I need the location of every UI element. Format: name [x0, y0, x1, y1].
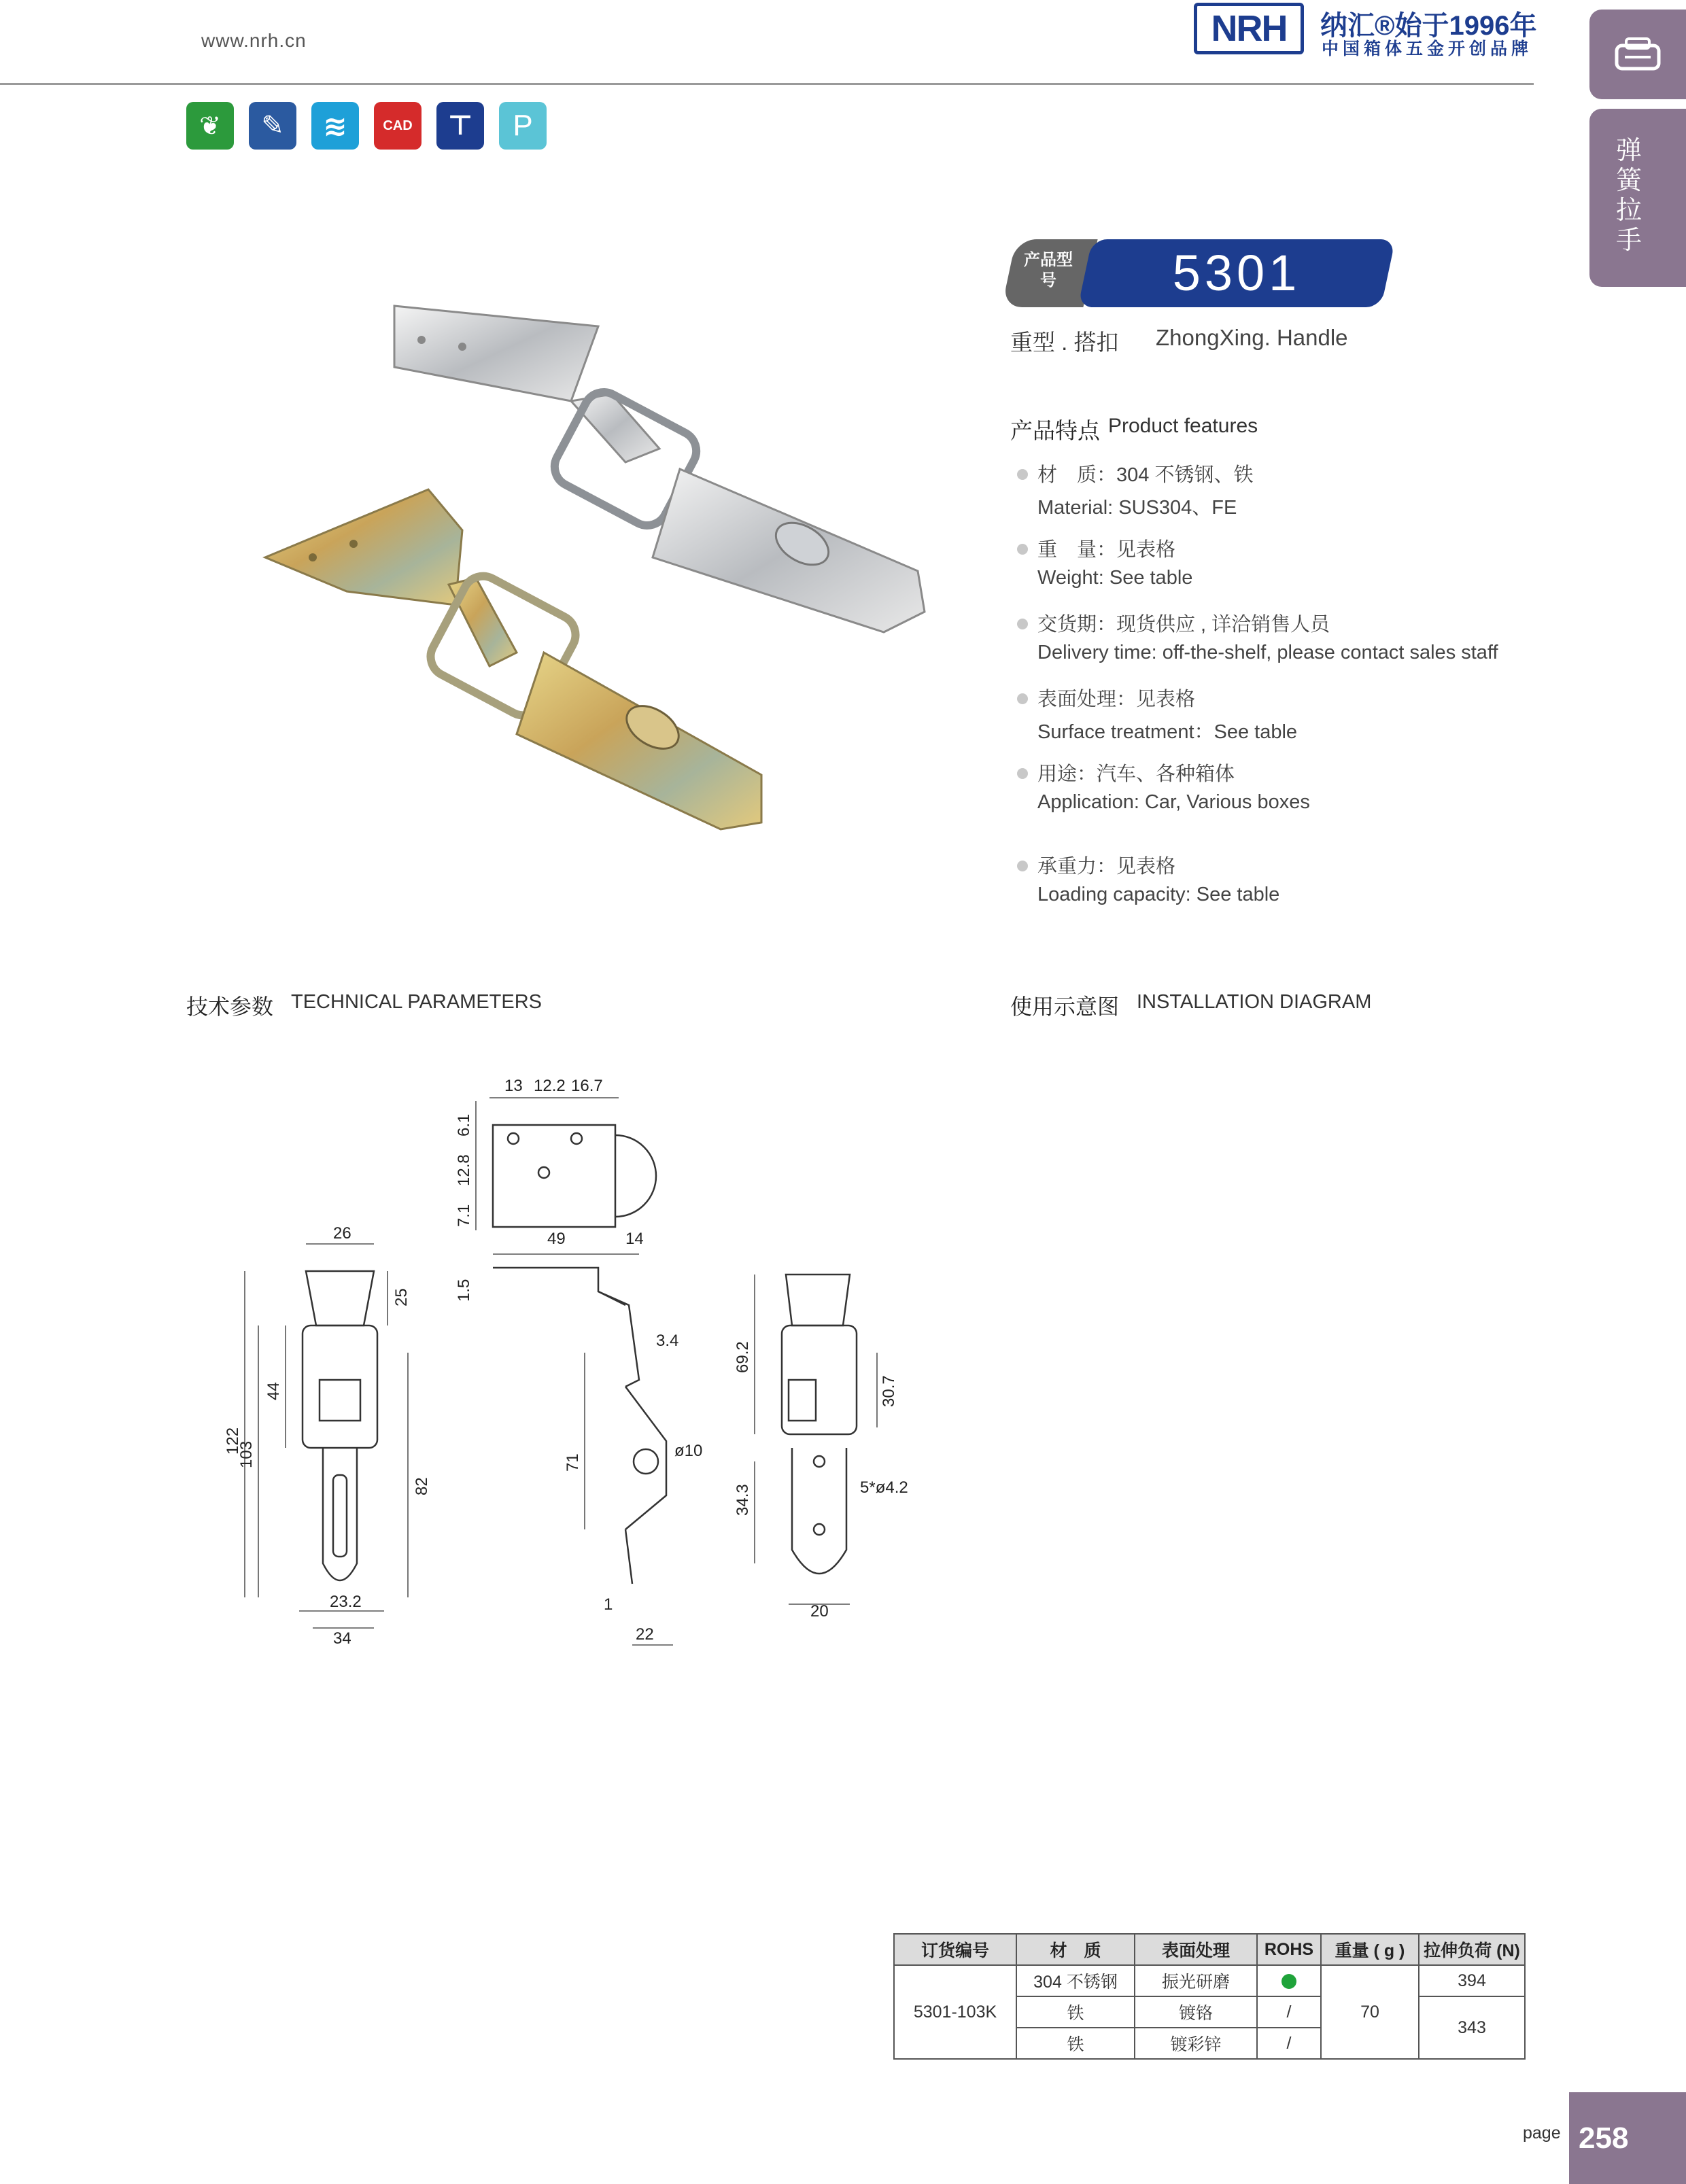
dim-front-44: 44	[264, 1382, 283, 1400]
eco-leaf-icon: ❦	[186, 102, 234, 150]
dim-front-23-2: 23.2	[330, 1593, 362, 1611]
cell-order-no: 5301-103K	[894, 1965, 1016, 2059]
cell-material: 304 不锈钢	[1016, 1965, 1135, 1996]
spec-table	[893, 1933, 1526, 2060]
dim-back-34-3: 34.3	[734, 1484, 752, 1516]
model-tag-label: 产品型号	[1024, 251, 1073, 290]
side-tab-icon[interactable]	[1589, 10, 1686, 99]
bullet-icon	[1017, 544, 1028, 555]
feature-cn: 材 质：304 不锈钢、铁	[1037, 464, 1254, 486]
table-row	[894, 1965, 1525, 1996]
dim-side-71: 71	[564, 1453, 582, 1472]
side-tab-label: 弹簧拉手	[1615, 137, 1642, 255]
dim-front-26: 26	[333, 1224, 351, 1243]
th-load: 拉伸负荷 (N)	[1419, 1934, 1525, 1965]
site-url[interactable]: www.nrh.cn	[201, 30, 307, 51]
table-header-row	[894, 1934, 1525, 1965]
cell-material: 铁	[1016, 2028, 1135, 2059]
cell-load: 343	[1419, 1996, 1525, 2059]
feature-en: Material: SUS304、FE	[1037, 497, 1237, 519]
brand-tagline: 中国箱体五金开创品牌	[1322, 39, 1533, 58]
feature-en: Loading capacity: See table	[1037, 884, 1280, 905]
screw-icon: ⊤	[436, 102, 484, 150]
dim-top-12-2: 12.2	[534, 1077, 566, 1095]
install-title-cn: 使用示意图	[1010, 994, 1120, 1019]
th-weight: 重量 ( g )	[1321, 1934, 1419, 1965]
dim-front-34: 34	[333, 1629, 351, 1648]
dim-side-22: 22	[636, 1625, 654, 1644]
dim-top-13: 13	[504, 1077, 523, 1095]
parking-p-icon: P	[499, 102, 547, 150]
page-label: page	[1523, 2124, 1561, 2143]
tech-params-title-cn: 技术参数	[186, 994, 274, 1019]
cell-rohs: /	[1257, 2028, 1321, 2059]
feature-en: Application: Car, Various boxes	[1037, 791, 1310, 813]
feature-en: Surface treatment：See table	[1037, 721, 1298, 743]
install-title-en: INSTALLATION DIAGRAM	[1137, 991, 1372, 1013]
dim-side-1-5: 1.5	[455, 1279, 473, 1302]
cell-weight: 70	[1321, 1965, 1419, 2059]
dim-top-16-7: 16.7	[571, 1077, 603, 1095]
cell-material: 铁	[1016, 1996, 1135, 2028]
dim-front-25: 25	[392, 1288, 411, 1306]
brand-name: 纳汇®始于1996年	[1320, 11, 1537, 41]
dim-side-phi10: ø10	[674, 1442, 703, 1460]
cell-finish: 镀铬	[1135, 1996, 1257, 2028]
nrh-logo: NRH	[1194, 3, 1304, 54]
dim-back-30-7: 30.7	[880, 1375, 898, 1407]
dim-front-122: 122	[224, 1427, 242, 1455]
dim-side-14: 14	[625, 1230, 644, 1248]
dim-back-69-2: 69.2	[734, 1341, 752, 1373]
design-tools-icon: ✎	[249, 102, 296, 150]
th-material: 材 质	[1016, 1934, 1135, 1965]
dim-top-6-1: 6.1	[455, 1113, 473, 1137]
product-name-en: ZhongXing. Handle	[1156, 325, 1348, 350]
cell-rohs	[1257, 1965, 1321, 1996]
cell-rohs: /	[1257, 1996, 1321, 2028]
feature-cn: 承重力：见表格	[1037, 856, 1176, 878]
bullet-icon	[1017, 469, 1028, 480]
latch-icon	[1614, 36, 1662, 73]
dim-top-12-8: 12.8	[455, 1154, 473, 1186]
features-title-en: Product features	[1108, 415, 1258, 437]
dim-back-hole: 5*ø4.2	[860, 1478, 908, 1497]
feature-cn: 表面处理：见表格	[1037, 689, 1196, 710]
feature-cn: 交货期：现货供应 , 详洽销售人员	[1037, 614, 1330, 636]
features-title-cn: 产品特点	[1010, 418, 1100, 443]
dim-side-3-4: 3.4	[656, 1332, 679, 1350]
product-photo	[245, 285, 945, 856]
dim-front-82: 82	[413, 1477, 431, 1495]
cell-finish: 镀彩锌	[1135, 2028, 1257, 2059]
dim-back-20: 20	[810, 1602, 829, 1620]
feature-cn: 重 量：见表格	[1037, 539, 1176, 561]
cell-finish: 振光研磨	[1135, 1965, 1257, 1996]
bullet-icon	[1017, 619, 1028, 629]
product-name-cn: 重型 . 搭扣	[1010, 330, 1119, 355]
model-number: 5301	[1172, 245, 1301, 301]
page-number: 258	[1569, 2092, 1686, 2184]
bullet-icon	[1017, 693, 1028, 704]
spring-icon: ≋	[311, 102, 359, 150]
dim-front-103: 103	[237, 1440, 256, 1468]
cad-file-icon: CAD	[374, 102, 422, 150]
dim-side-49: 49	[547, 1230, 566, 1248]
feature-en: Delivery time: off-the-shelf, please contact sales staff	[1037, 642, 1498, 663]
technical-drawing	[190, 1060, 952, 1659]
th-order-no: 订货编号	[894, 1934, 1016, 1965]
rohs-compliant-icon	[1281, 1974, 1296, 1989]
feature-cn: 用途：汽车、各种箱体	[1037, 763, 1235, 785]
th-finish: 表面处理	[1135, 1934, 1257, 1965]
bullet-icon	[1017, 861, 1028, 871]
header-divider	[0, 83, 1534, 85]
tech-params-title-en: TECHNICAL PARAMETERS	[291, 991, 542, 1013]
cell-load: 394	[1419, 1965, 1525, 1996]
dim-top-7-1: 7.1	[455, 1204, 473, 1227]
th-rohs: ROHS	[1257, 1934, 1321, 1965]
feature-en: Weight: See table	[1037, 567, 1193, 589]
dim-side-1: 1	[604, 1595, 613, 1614]
bullet-icon	[1017, 768, 1028, 779]
